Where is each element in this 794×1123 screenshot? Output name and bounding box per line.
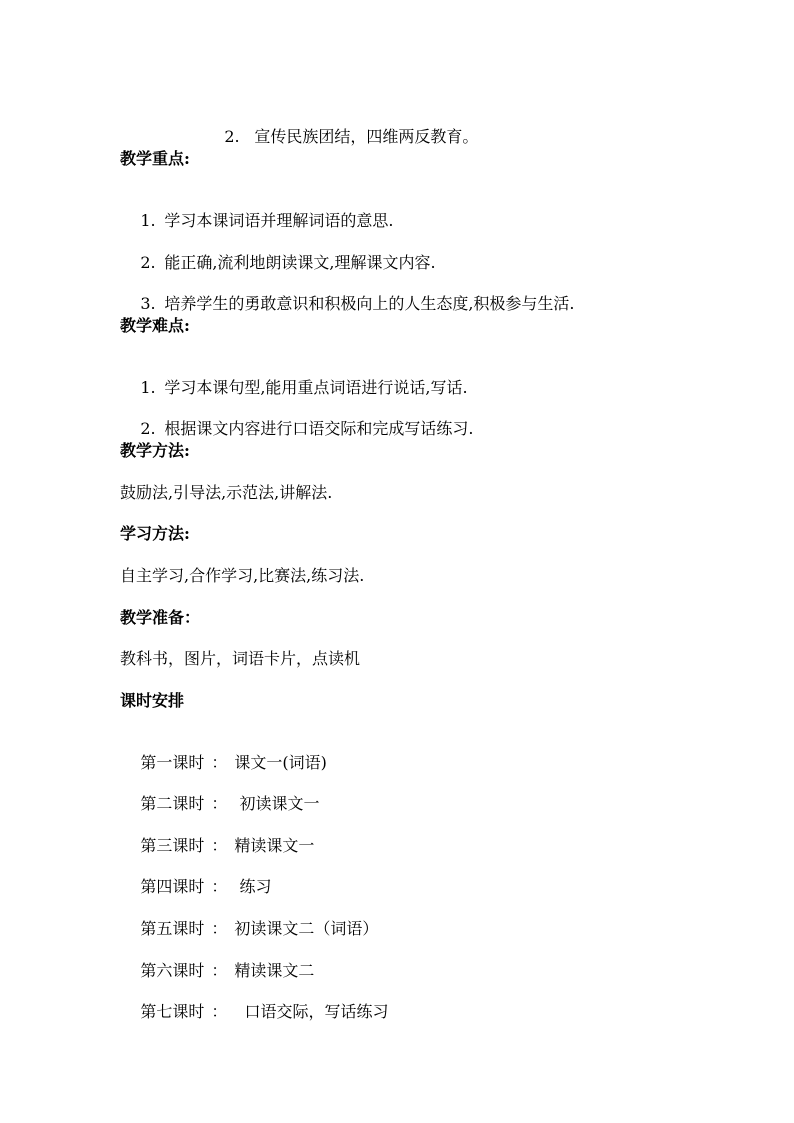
list-text: 宣传民族团结，四维两反教育。 xyxy=(254,127,479,146)
list-number: 2. xyxy=(140,253,156,272)
schedule-row xyxy=(120,982,389,1042)
difficulties-heading: 教学难点: xyxy=(120,316,190,335)
schedule-label: 第七课时 xyxy=(140,1002,205,1021)
list-text: 学习本课词语并理解词语的意思. xyxy=(164,211,394,230)
learning-methods-text: 自主学习,合作学习,比赛法,练习法. xyxy=(120,566,365,585)
schedule-content: 课文一(词语) xyxy=(234,753,327,772)
list-number: 3. xyxy=(140,294,156,313)
list-text: 根据课文内容进行口语交际和完成写话练习. xyxy=(164,419,474,438)
list-number: 2. xyxy=(224,127,240,146)
teaching-methods-text: 鼓励法,引导法,示范法,讲解法. xyxy=(120,483,333,502)
list-number: 2. xyxy=(140,419,156,438)
schedule-label: 第一课时 xyxy=(140,753,205,772)
list-text: 培养学生的勇敢意识和积极向上的人生态度,积极参与生活. xyxy=(164,294,575,313)
list-text: 学习本课句型,能用重点词语进行说话,写话. xyxy=(164,378,468,397)
schedule-content: 练习 xyxy=(234,877,272,896)
preparation-text: 教科书，图片，词语卡片，点读机 xyxy=(120,649,361,668)
teaching-methods-heading: 教学方法: xyxy=(120,441,190,460)
schedule-separator: ： xyxy=(211,877,228,896)
schedule-content: 初读课文一 xyxy=(234,794,320,813)
schedule-heading: 课时安排 xyxy=(120,691,185,710)
schedule-content: 精读课文二 xyxy=(234,961,315,980)
list-text: 能正确,流利地朗读课文,理解课文内容. xyxy=(164,253,436,272)
intro-list-item xyxy=(204,107,478,167)
schedule-separator: ： xyxy=(211,794,228,813)
list-number: 1. xyxy=(140,378,156,397)
learning-methods-heading: 学习方法: xyxy=(120,524,190,543)
preparation-heading: 教学准备： xyxy=(120,608,201,627)
key-points-heading: 教学重点: xyxy=(120,149,190,168)
schedule-separator: ： xyxy=(211,753,228,772)
schedule-content: 初读课文二（词语） xyxy=(234,919,379,938)
schedule-label: 第五课时 xyxy=(140,919,205,938)
schedule-separator: ： xyxy=(211,961,228,980)
schedule-label: 第六课时 xyxy=(140,961,205,980)
schedule-label: 第四课时 xyxy=(140,877,205,896)
schedule-content: 精读课文一 xyxy=(234,836,315,855)
list-number: 1. xyxy=(140,211,156,230)
schedule-separator: ： xyxy=(211,919,228,938)
schedule-label: 第二课时 xyxy=(140,794,205,813)
schedule-content: 口语交际，写话练习 xyxy=(234,1002,389,1021)
schedule-separator: ： xyxy=(211,836,228,855)
schedule-separator: ： xyxy=(211,1002,228,1021)
schedule-label: 第三课时 xyxy=(140,836,205,855)
